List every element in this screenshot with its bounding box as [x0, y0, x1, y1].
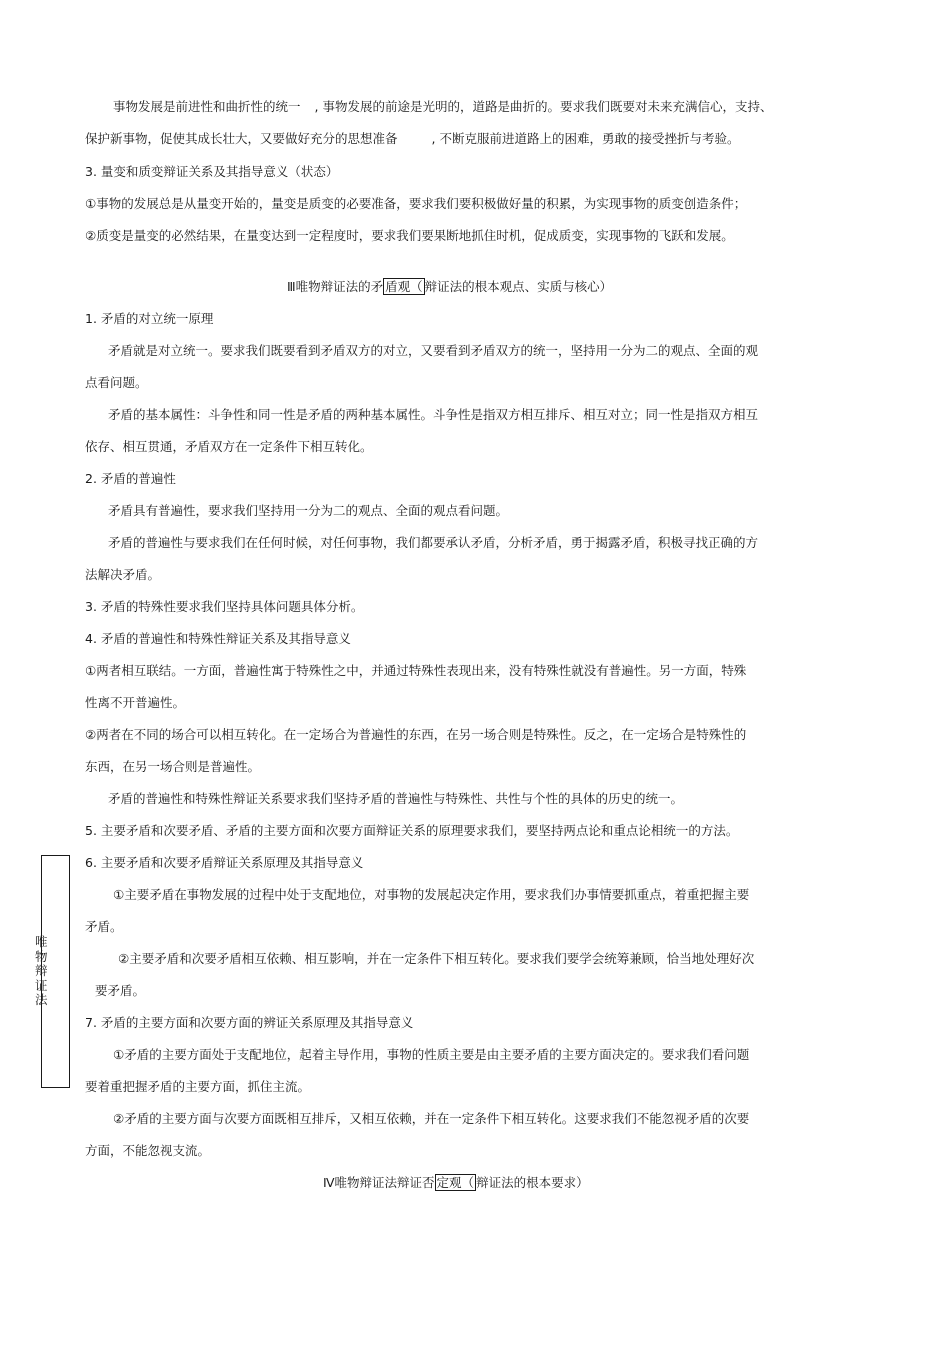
title-boxed-text: 定观（ [436, 1175, 475, 1190]
section-heading: 3. 量变和质变辩证关系及其指导意义（状态） [85, 164, 339, 179]
text-segment: 事物发展是前进性和曲折性的统一 [113, 99, 301, 114]
list-item: 方面，不能忽视支流。 [85, 1143, 211, 1158]
list-item: ①主要矛盾在事物发展的过程中处于支配地位，对事物的发展起决定作用，要求我们办事情要抓重点，着重把握主要 [113, 887, 750, 902]
section-heading: 4. 矛盾的普遍性和特殊性辩证关系及其指导意义 [85, 631, 351, 646]
text-segment: 保护新事物，促使其成长壮大，又要做好充分的思想准备 [85, 131, 398, 146]
section-heading: 1. 矛盾的对立统一原理 [85, 311, 214, 326]
list-item: ①两者相互联结。一方面，普遍性寓于特殊性之中，并通过特殊性表现出来，没有特殊性就没有普遍性。另一方面，特殊 [85, 663, 747, 678]
list-item: ②主要矛盾和次要矛盾相互依赖、相互影响，并在一定条件下相互转化。要求我们要学会统筹兼顾，恰当地处理好次 [118, 951, 755, 966]
section-heading: 6. 主要矛盾和次要矛盾辩证关系原理及其指导意义 [85, 855, 364, 870]
chapter-title [323, 1175, 589, 1191]
list-item: 性离不开普遍性。 [85, 695, 186, 710]
list-item: 要着重把握矛盾的主要方面，抓住主流。 [85, 1079, 311, 1094]
list-item: 矛盾。 [85, 919, 123, 934]
chapter-title [287, 279, 612, 295]
list-item: 东西，在另一场合则是普遍性。 [85, 759, 261, 774]
title-boxed-text: 盾观（ [385, 279, 423, 294]
paragraph-line: 矛盾的基本属性：斗争性和同一性是矛盾的两种基本属性。斗争性是指双方相互排斥、相互对立；同一性是指双方相互 [108, 407, 759, 422]
paragraph-line: 法解决矛盾。 [85, 567, 161, 582]
section-heading: 2. 矛盾的普遍性 [85, 471, 176, 486]
list-item: ①矛盾的主要方面处于支配地位，起着主导作用，事物的性质主要是由主要矛盾的主要方面决定的。要求我们看问题 [113, 1047, 750, 1062]
list-item: ②质变是量变的必然结果，在量变达到一定程度时，要求我们要果断地抓住时机，促成质变，实现事物的飞跃和发展。 [85, 228, 734, 243]
list-item: ②两者在不同的场合可以相互转化。在一定场合为普遍性的东西，在另一场合则是特殊性。反之，在一定场合是特殊性的 [85, 727, 747, 742]
section-heading: 7. 矛盾的主要方面和次要方面的辨证关系原理及其指导意义 [85, 1015, 414, 1030]
title-text: Ⅳ唯物辩证法辩证否 [323, 1175, 435, 1190]
title-text: 辩证法的根本观点、实质与核心） [424, 279, 613, 294]
title-text: 辩证法的根本要求） [476, 1175, 589, 1190]
paragraph-line: 依存、相互贯通，矛盾双方在一定条件下相互转化。 [85, 439, 373, 454]
paragraph-line: 矛盾的普遍性和特殊性辩证关系要求我们坚持矛盾的普遍性与特殊性、共性与个性的具体的历史的统一。 [108, 791, 684, 806]
list-item: ①事物的发展总是从量变开始的，量变是质变的必要准备，要求我们要积极做好量的积累，为实现事物的质变创造条件； [85, 196, 747, 211]
paragraph-line [85, 131, 739, 147]
section-heading: 3. 矛盾的特殊性要求我们坚持具体问题具体分析。 [85, 599, 364, 614]
text-segment: , 不断克服前进道路上的困难，勇敢的接受挫折与考验。 [431, 131, 740, 146]
paragraph-line: 矛盾的普遍性与要求我们在任何时候，对任何事物，我们都要承认矛盾，分析矛盾，勇于揭露矛盾，积极寻找正确的方 [108, 535, 759, 550]
title-text: Ⅲ唯物辩证法的矛 [287, 279, 384, 294]
list-item: 要矛盾。 [95, 983, 146, 998]
side-margin-label: 唯物辩证法 [35, 934, 48, 1007]
paragraph-line [113, 99, 772, 115]
section-heading: 5. 主要矛盾和次要矛盾、矛盾的主要方面和次要方面辩证关系的原理要求我们，要坚持两点论和重点论相统一的方法。 [85, 823, 739, 838]
list-item: ②矛盾的主要方面与次要方面既相互排斥，又相互依赖，并在一定条件下相互转化。这要求我们不能忽视矛盾的次要 [113, 1111, 750, 1126]
paragraph-line: 矛盾具有普遍性，要求我们坚持用一分为二的观点、全面的观点看问题。 [108, 503, 509, 518]
paragraph-line: 点看问题。 [85, 375, 148, 390]
paragraph-line: 矛盾就是对立统一。要求我们既要看到矛盾双方的对立，又要看到矛盾双方的统一，坚持用一分为二的观点、全面的观 [108, 343, 759, 358]
text-segment: , 事物发展的前途是光明的，道路是曲折的。要求我们既要对未来充满信心，支持、 [314, 99, 773, 114]
